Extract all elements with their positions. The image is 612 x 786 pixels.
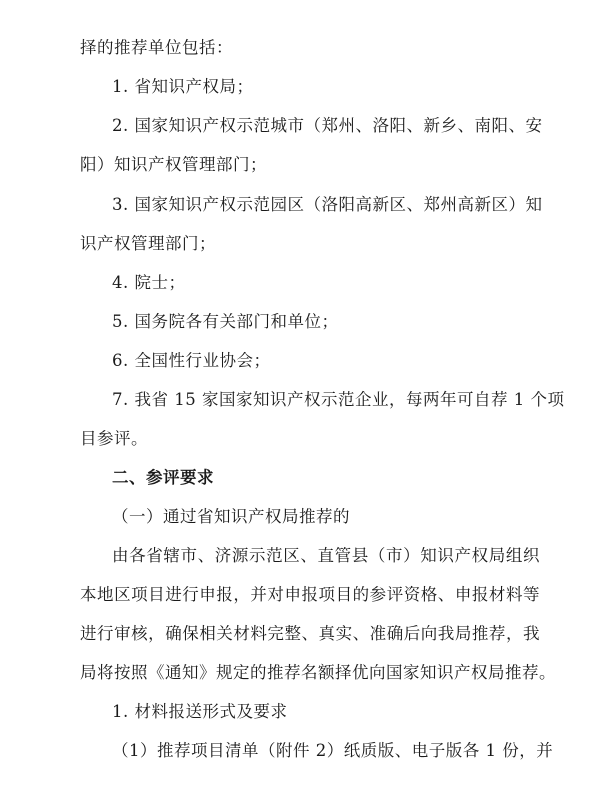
list-item: 7. 我省 15 家国家知识产权示范企业，每两年可自荐 1 个项 (112, 390, 565, 409)
body-line: 本地区项目进行申报，并对申报项目的参评资格、申报材料等 (80, 585, 540, 604)
body-line: 择的推荐单位包括： (80, 38, 233, 57)
subsection-heading: 1. 材料报送形式及要求 (112, 702, 288, 721)
list-item: 1. 省知识产权局； (112, 77, 254, 96)
body-line: 由各省辖市、济源示范区、直管县（市）知识产权局组织 (112, 546, 540, 565)
subsection-heading: （一）通过省知识产权局推荐的 (112, 507, 350, 526)
list-item-continuation: 阳）知识产权管理部门； (80, 155, 267, 174)
list-item: （1）推荐项目清单（附件 2）纸质版、电子版各 1 份，并 (112, 741, 554, 760)
list-item: 2. 国家知识产权示范城市（郑州、洛阳、新乡、南阳、安 (112, 116, 543, 135)
list-item-continuation: 识产权管理部门； (80, 234, 216, 253)
body-line: 进行审核，确保相关材料完整、真实、准确后向我局推荐，我 (80, 624, 540, 643)
list-item: 5. 国务院各有关部门和单位； (112, 312, 339, 331)
list-item-continuation: 目参评。 (80, 429, 148, 448)
body-line: 局将按照《通知》规定的推荐名额择优向国家知识产权局推荐。 (80, 663, 556, 682)
list-item: 4. 院士； (112, 273, 186, 292)
list-item: 6. 全国性行业协会； (112, 351, 271, 370)
list-item: 3. 国家知识产权示范园区（洛阳高新区、郑州高新区）知 (112, 195, 543, 214)
section-heading: 二、参评要求 (112, 468, 214, 487)
